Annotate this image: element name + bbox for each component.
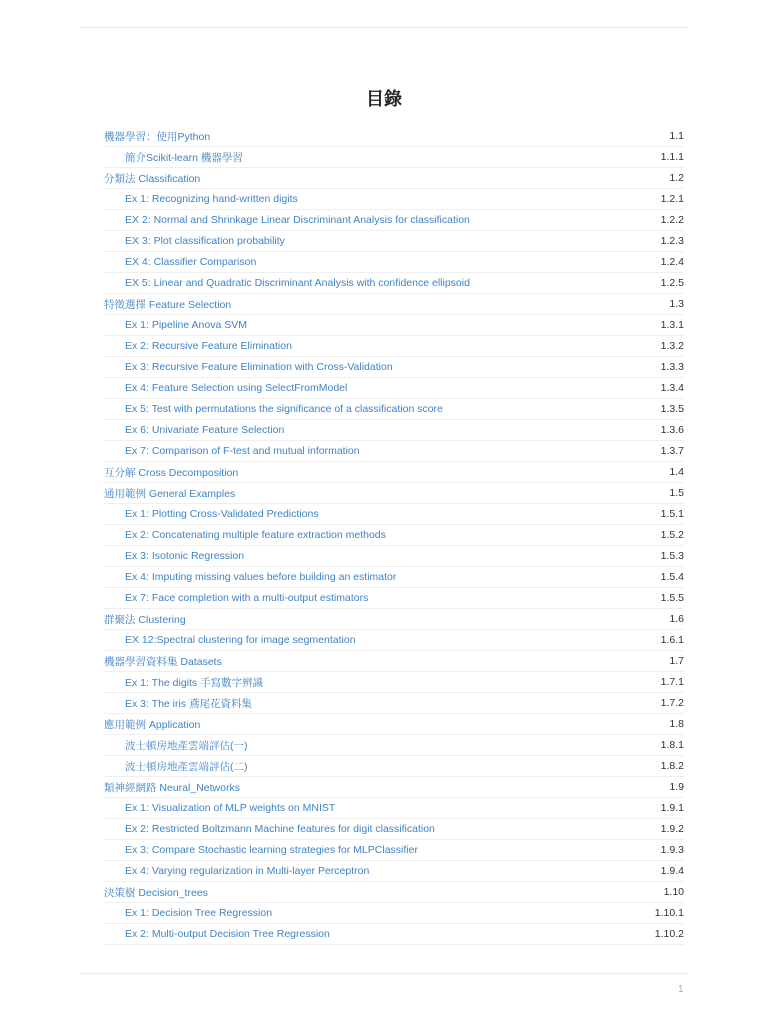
toc-entry[interactable] — [104, 735, 684, 756]
toc-entry-number: 1.2.3 — [660, 235, 684, 247]
toc-entry-link[interactable]: 機器學習資料集 Datasets — [104, 655, 222, 668]
toc-entry-link[interactable]: Ex 4: Imputing missing values before building an estimator — [125, 571, 397, 583]
toc-entry-number: 1.3.6 — [660, 424, 684, 436]
toc-entry[interactable] — [104, 567, 684, 588]
toc-entry[interactable] — [104, 357, 684, 378]
toc-entry-link[interactable]: 通用範例 General Examples — [104, 487, 236, 500]
toc-entry-number: 1.2.5 — [660, 277, 684, 289]
toc-entry-number: 1.8 — [669, 718, 684, 730]
toc-entry-link[interactable]: 互分解 Cross Decomposition — [104, 466, 239, 479]
toc-entry-number: 1.1.1 — [660, 151, 684, 163]
footer-divider — [80, 973, 688, 974]
toc-entry-number: 1.5.4 — [660, 571, 684, 583]
toc-entry[interactable] — [104, 672, 684, 693]
toc-entry[interactable] — [104, 378, 684, 399]
toc-entry[interactable] — [104, 420, 684, 441]
toc-entry-number: 1.8.1 — [660, 739, 684, 751]
toc-entry-number: 1.9.4 — [660, 865, 684, 877]
toc-entry-link[interactable]: 波士頓房地產雲端評估(一) — [125, 739, 248, 752]
toc-entry[interactable] — [104, 462, 684, 483]
toc-entry-number: 1.4 — [669, 466, 684, 478]
toc-entry-link[interactable]: 應用範例 Application — [104, 718, 201, 731]
toc-entry-link[interactable]: 特徵選擇 Feature Selection — [104, 298, 232, 311]
toc-entry[interactable] — [104, 294, 684, 315]
toc-entry-number: 1.2.2 — [660, 214, 684, 226]
toc-entry-link[interactable]: 機器學習：使用Python — [104, 130, 211, 143]
toc-entry-number: 1.6 — [669, 613, 684, 625]
toc-entry[interactable] — [104, 819, 684, 840]
toc-entry[interactable] — [104, 441, 684, 462]
toc-entry-link[interactable]: Ex 1: Visualization of MLP weights on MNIST — [125, 802, 336, 814]
toc-entry-link[interactable]: EX 3: Plot classification probability — [125, 235, 285, 247]
toc-entry-number: 1.3 — [669, 298, 684, 310]
toc-entry-link[interactable]: Ex 2: Concatenating multiple feature extraction methods — [125, 529, 386, 541]
toc-entry-link[interactable]: Ex 3: Compare Stochastic learning strategies for MLPClassifier — [125, 844, 418, 856]
toc-entry[interactable] — [104, 504, 684, 525]
toc-entry-number: 1.2.1 — [660, 193, 684, 205]
toc-entry[interactable] — [104, 336, 684, 357]
toc-entry-link[interactable]: Ex 2: Restricted Boltzmann Machine features for digit classification — [125, 823, 435, 835]
toc-entry[interactable] — [104, 882, 684, 903]
toc-entry-link[interactable]: 分類法 Classification — [104, 172, 201, 185]
toc-entry-number: 1.2.4 — [660, 256, 684, 268]
toc-entry[interactable] — [104, 168, 684, 189]
toc-entry[interactable] — [104, 756, 684, 777]
toc-entry[interactable] — [104, 399, 684, 420]
toc-entry-number: 1.3.2 — [660, 340, 684, 352]
toc-entry-link[interactable]: Ex 3: Isotonic Regression — [125, 550, 245, 562]
toc-entry-number: 1.5 — [669, 487, 684, 499]
toc-entry-link[interactable]: Ex 3: Recursive Feature Elimination with Cross-Validation — [125, 361, 393, 373]
toc-entry[interactable] — [104, 609, 684, 630]
toc-entry-link[interactable]: Ex 1: Recognizing hand-written digits — [125, 193, 298, 205]
toc-entry-link[interactable]: Ex 3: The iris 鳶尾花資料集 — [125, 697, 252, 710]
toc-entry-number: 1.9.2 — [660, 823, 684, 835]
page-title: 目錄 — [366, 89, 402, 110]
toc-entry-link[interactable]: Ex 4: Varying regularization in Multi-layer Perceptron — [125, 865, 370, 877]
toc-entry[interactable] — [104, 315, 684, 336]
toc-entry-number: 1.8.2 — [660, 760, 684, 772]
toc-entry[interactable] — [104, 861, 684, 882]
toc-entry-number: 1.3.5 — [660, 403, 684, 415]
toc-entry-link[interactable]: Ex 1: Pipeline Anova SVM — [125, 319, 247, 331]
toc-entry[interactable] — [104, 924, 684, 945]
toc-entry[interactable] — [104, 189, 684, 210]
toc-entry-link[interactable]: Ex 6: Univariate Feature Selection — [125, 424, 285, 436]
toc-entry-link[interactable]: Ex 7: Comparison of F-test and mutual information — [125, 445, 360, 457]
toc-entry[interactable] — [104, 525, 684, 546]
toc-entry-link[interactable]: Ex 4: Feature Selection using SelectFromModel — [125, 382, 348, 394]
toc-entry-number: 1.2 — [669, 172, 684, 184]
toc-entry-number: 1.7.1 — [660, 676, 684, 688]
toc-entry[interactable] — [104, 546, 684, 567]
toc-entry-number: 1.3.4 — [660, 382, 684, 394]
toc-entry-number: 1.5.3 — [660, 550, 684, 562]
toc-entry[interactable] — [104, 147, 684, 168]
toc-entry-link[interactable]: EX 4: Classifier Comparison — [125, 256, 257, 268]
toc-entry-number: 1.7 — [669, 655, 684, 667]
toc-entry[interactable] — [104, 777, 684, 798]
toc-entry-link[interactable]: Ex 1: Plotting Cross-Validated Predictions — [125, 508, 319, 520]
page-number: 1 — [678, 984, 684, 995]
toc-entry-number: 1.3.3 — [660, 361, 684, 373]
toc-entry-link[interactable]: 類神經網路 Neural_Networks — [104, 781, 240, 794]
toc-entry-link[interactable]: Ex 2: Recursive Feature Elimination — [125, 340, 292, 352]
toc-entry[interactable] — [104, 483, 684, 504]
toc-entry[interactable] — [104, 714, 684, 735]
toc-entry[interactable] — [104, 231, 684, 252]
toc-entry-link[interactable]: EX 2: Normal and Shrinkage Linear Discriminant Analysis for classification — [125, 214, 470, 226]
toc-entry-link[interactable]: Ex 1: Decision Tree Regression — [125, 907, 273, 919]
toc-entry-number: 1.3.1 — [660, 319, 684, 331]
toc-entry-number: 1.6.1 — [660, 634, 684, 646]
toc-entry-number: 1.5.2 — [660, 529, 684, 541]
toc-entry[interactable] — [104, 651, 684, 672]
toc-entry-link[interactable]: 簡介Scikit-learn 機器學習 — [125, 151, 243, 164]
toc-entry-link[interactable]: Ex 1: The digits 手寫數字辨識 — [125, 676, 264, 689]
toc-entry-link[interactable]: Ex 2: Multi-output Decision Tree Regression — [125, 928, 330, 940]
toc-entry[interactable] — [104, 210, 684, 231]
toc-entry-number: 1.3.7 — [660, 445, 684, 457]
toc-entry-number: 1.9.3 — [660, 844, 684, 856]
toc-entry[interactable] — [104, 252, 684, 273]
toc-entry[interactable] — [104, 903, 684, 924]
toc-entry-link[interactable]: EX 12:Spectral clustering for image segmentation — [125, 634, 356, 646]
toc-entry-number: 1.5.5 — [660, 592, 684, 604]
toc-entry[interactable] — [104, 840, 684, 861]
toc-entry-link[interactable]: 波士頓房地產雲端評估(二) — [125, 760, 248, 773]
toc-entry-number: 1.10.1 — [654, 907, 684, 919]
toc-entry-number: 1.10 — [663, 886, 684, 898]
toc-entry-link[interactable]: 決策樹 Decision_trees — [104, 886, 208, 899]
toc-entry-link[interactable]: Ex 7: Face completion with a multi-output estimators — [125, 592, 369, 604]
toc-entry[interactable] — [104, 693, 684, 714]
toc-entry[interactable] — [104, 273, 684, 294]
header-divider — [80, 27, 688, 28]
toc-entry-number: 1.9.1 — [660, 802, 684, 814]
toc-entry-number: 1.10.2 — [654, 928, 684, 940]
table-of-contents — [104, 126, 684, 945]
toc-entry-number: 1.7.2 — [660, 697, 684, 709]
toc-entry[interactable] — [104, 798, 684, 819]
toc-entry-link[interactable]: 群聚法 Clustering — [104, 613, 186, 626]
toc-entry-number: 1.5.1 — [660, 508, 684, 520]
toc-entry[interactable] — [104, 126, 684, 147]
toc-entry-link[interactable]: EX 5: Linear and Quadratic Discriminant Analysis with confidence ellipsoid — [125, 277, 470, 289]
toc-entry[interactable] — [104, 630, 684, 651]
toc-entry-link[interactable]: Ex 5: Test with permutations the significance of a classification score — [125, 403, 443, 415]
toc-entry[interactable] — [104, 588, 684, 609]
toc-entry-number: 1.9 — [669, 781, 684, 793]
toc-entry-number: 1.1 — [669, 130, 684, 142]
